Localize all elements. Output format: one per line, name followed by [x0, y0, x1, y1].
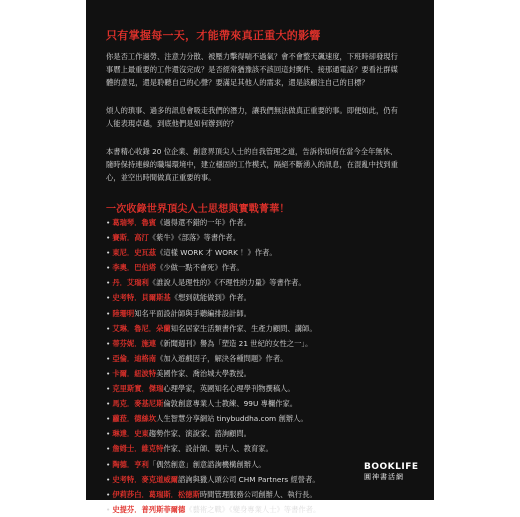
person-description: 《新聞週刊》譽為「塑造 21 世紀的女性之一」。: [156, 338, 313, 348]
person-description: 《誰說人是理性的》《不理性的力量》等書作者。: [148, 278, 306, 288]
person-description: 《過得還不錯的一年》作者。: [156, 218, 251, 227]
person-description: 《少做一點不會死》作者。: [156, 263, 244, 273]
list-item: • 蒂芬妮．施連《新聞週刊》譽為「塑造 21 世紀的女性之一」。: [106, 338, 313, 348]
list-item: • 艾琳．魯尼．朵蘭知名居家生活類書作家、生產力顧問、講師。: [106, 323, 317, 333]
person-name: 賽斯．高汀: [112, 233, 149, 243]
list-item: • 陸珊明知名平面設計師與手聽編排設計師。: [106, 308, 251, 318]
list-item: • 史考特．貝爾斯基《想到就能做到》作者。: [106, 293, 251, 303]
list-item: • 克里斯實．傑瑞心理學家，英國知名心理學刊物撰稿人。: [106, 384, 295, 394]
list-item: • 蘿菈．德絲坎人生智慧分享網站 tinybuddha.com 創辦人。: [106, 414, 308, 424]
person-name: 蒂芬妮．施連: [112, 338, 157, 348]
person-description: 「偶然創意」創意諮詢機構創辦人。: [148, 459, 266, 469]
person-name: 丹．艾瑞利: [112, 278, 149, 288]
book-back-cover: [86, 0, 434, 514]
person-description: 《這樣 WORK 才 WORK ！》作者。: [156, 248, 277, 258]
person-description: 倫敦創意專業人士教練、99U 專欄作家。: [163, 399, 298, 409]
list-item: • 馬克．麥基尼斯倫敦創意專業人士教練、99U 專欄作家。: [106, 399, 298, 409]
publisher-name-en: BOOKLIFE: [364, 462, 419, 472]
list-item: • 陶德．亨利「偶然創意」創意諮詢機構創辦人。: [106, 459, 266, 469]
list-item: • 李奧．巴伯塔《少做一點不會死》作者。: [106, 263, 244, 273]
section-title: 一次收錄世界頂尖人士思想與實戰菁華！: [106, 204, 290, 215]
person-name: 李奧．巴伯塔: [112, 263, 157, 273]
intro-paragraph-3: 本書精心收錄 20 位企業、創意界頂尖人士的自我管理之道，告訴你如何在當今全年無休、隨時保持連線的職場環境中，建立穩固的工作模式，隔絕不斷湧入的訊息，在混亂中找到重心，並空出時間做真正重要的事。: [106, 147, 398, 182]
list-item: • 東尼．史瓦茲《這樣 WORK 才 WORK ！》作者。: [106, 248, 277, 258]
person-description: 諮詢與獵人頭公司 CHM Partners 經營者。: [177, 474, 320, 484]
person-name: 琳達．史東: [112, 429, 149, 439]
person-name: 史考特．貝爾斯基: [112, 293, 171, 303]
intro-paragraph-1: 你是否工作過勞、注意力分散、被壓力擊得喘不過氣？會不會整天飆速度，下班時卻發現行事曆上最重要的工作還沒完成？是否經常猶豫該不該回這封郵件、接那通電話？要看社群媒體的意見，還是聆聽自己的心聲？要滿足其他人的需求，還是該顧注自己的目標？: [106, 52, 398, 87]
person-name: 詹姆士．維克特: [112, 444, 164, 454]
person-name: 卡爾．紐波特: [112, 368, 157, 378]
person-description: 《紫牛》《部落》等書作者。: [148, 233, 241, 243]
list-item: • 亞倫．迪格南《加入遊戲因子，解決各種問題》作者。: [106, 353, 288, 363]
person-name: 葛瑞琴．魯賓: [112, 218, 157, 227]
headline: 只有掌握每一天，才能帶來真正重大的影響: [106, 29, 321, 42]
list-item: • 史考特．麥克道威爾諮詢與獵人頭公司 CHM Partners 經營者。: [106, 474, 320, 484]
person-description: 知名居家生活類書作家、生產力顧問、講師。: [170, 323, 317, 333]
person-name: 陸珊明: [112, 308, 135, 318]
list-item: • 丹．艾瑞利《誰說人是理性的》《不理性的力量》等書作者。: [106, 278, 306, 288]
intro-paragraph-2: 煩人的瑣事、過多的訊息會吸走我們的潛力，讓我們無法做真正重要的事。即便如此，仍有人能表現卓越，到底他們是如何辦到的？: [106, 106, 398, 128]
list-item: • 史提芬．普列斯菲爾德《藝術之戰》《變身專業人士》等書作者。: [106, 504, 321, 514]
list-item: • 卡爾．紐波特美國作家、喬治城大學教授。: [106, 368, 251, 378]
person-description: 《想到就能做到》作者。: [170, 293, 251, 303]
list-item: • 詹姆士．維克特作家、設計師、製片人、教育家。: [106, 444, 273, 454]
person-name: 東尼．史瓦茲: [112, 248, 157, 258]
publisher-name-zh: 圓神書活網: [364, 473, 404, 481]
person-description: 美國作家、喬治城大學教授。: [156, 368, 251, 378]
list-item: • 琳達．史東趨勢作家、演說家、諮詢顧問。: [106, 429, 251, 439]
person-name: 馬克．麥基尼斯: [112, 399, 164, 409]
person-description: 《加入遊戲因子，解決各種問題》作者。: [156, 353, 288, 363]
person-description: 知名平面設計師與手聽編排設計師。: [134, 308, 251, 318]
person-name: 亞倫．迪格南: [112, 353, 157, 363]
person-name: 克里斯實．傑瑞: [112, 384, 164, 394]
person-name: 伊莉莎白．葛瑞斯．松徳斯: [112, 489, 200, 499]
person-name: 史考特．麥克道威爾: [112, 474, 178, 484]
person-name: 艾琳．魯尼．朵蘭: [112, 323, 171, 333]
contributor-list: [106, 215, 406, 517]
publisher-logo: [364, 462, 419, 482]
list-item: • 伊莉莎白．葛瑞斯．松徳斯時間管理服務公司創辦人、執行長。: [106, 489, 317, 499]
list-item: • 葛瑞琴．魯賓《過得還不錯的一年》作者。: [106, 218, 251, 227]
person-description: 人生智慧分享網站 tinybuddha.com 創辦人。: [156, 414, 308, 424]
person-name: 蘿菈．德絲坎: [112, 414, 157, 424]
person-name: 史提芬．普列斯菲爾德: [112, 504, 186, 514]
person-description: 心理學家，英國知名心理學刊物撰稿人。: [163, 384, 295, 394]
person-name: 陶德．亨利: [112, 459, 149, 469]
list-item: • 賽斯．高汀《紫牛》《部落》等書作者。: [106, 233, 241, 243]
person-description: 作家、設計師、製片人、教育家。: [163, 444, 273, 454]
person-description: 時間管理服務公司創辦人、執行長。: [199, 489, 317, 499]
person-description: 《藝術之戰》《變身專業人士》等書作者。: [185, 504, 321, 514]
person-description: 趨勢作家、演說家、諮詢顧問。: [148, 429, 251, 439]
